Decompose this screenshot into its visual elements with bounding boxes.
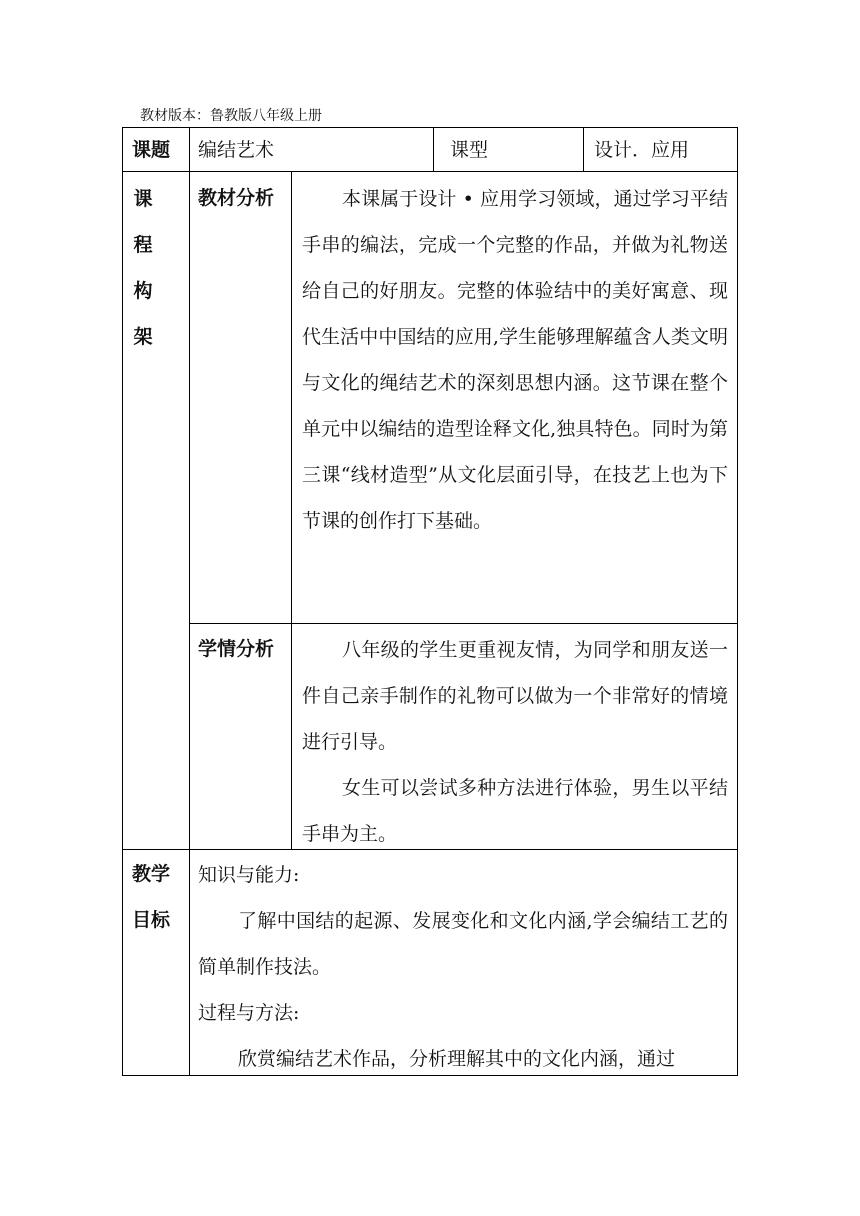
edition-label: 教材版本：鲁教版八年级上册	[140, 108, 322, 124]
table-rule-col2	[291, 171, 292, 850]
process-heading: 过程与方法:	[198, 1002, 300, 1024]
goals-label-line1: 教学	[132, 863, 171, 885]
topic-label: 课题	[132, 139, 171, 161]
material-analysis-paragraph: 本课属于设计 • 应用学习领域，通过学习平结手串的编法，完成一个完整的作品，并做为礼物送给自己的好朋友。完整的体验结中的美好寓意、现代生活中中国结的应用,学生能够理解蕴含人类文明与文化的绳结艺术的深刻思想内涵。这节课在整个单元中以编结的造型诠释文化,独具特色。同时为第三课“线材造型”从文化层面引导，在技艺上也为下节课的创作打下基础。	[302, 188, 728, 532]
student-analysis-paragraph-1: 八年级的学生更重视友情，为同学和朋友送一件自己亲手制作的礼物可以做为一个非常好的情境进行引导。	[302, 639, 728, 753]
framework-label-char: 程	[133, 234, 153, 256]
knowledge-heading: 知识与能力:	[198, 864, 300, 886]
framework-label-char: 课	[133, 188, 153, 210]
table-rule-material	[189, 623, 738, 624]
type-label: 课型	[450, 139, 489, 161]
table-rule-col1	[189, 127, 190, 1076]
student-analysis-label: 学情分析	[198, 638, 275, 660]
goals-text	[198, 852, 728, 1082]
knowledge-text: 了解中国结的起源、发展变化和文化内涵,学会编结工艺的简单制作技法。	[198, 910, 728, 978]
process-text: 欣赏编结艺术作品，分析理解其中的文化内涵，通过	[238, 1048, 676, 1070]
framework-label-char: 构	[133, 280, 153, 302]
material-analysis-text	[302, 176, 728, 544]
student-analysis-text	[302, 627, 728, 857]
framework-label	[131, 176, 155, 360]
type-value: 设计．应用	[594, 139, 690, 161]
topic-value: 编结艺术	[198, 139, 275, 161]
framework-label-char: 架	[133, 326, 153, 348]
table-border-top	[122, 127, 738, 128]
goals-label-line2: 目标	[132, 909, 171, 931]
table-rule-header-b	[583, 127, 584, 171]
table-border-left	[122, 127, 123, 1076]
table-rule-header	[122, 171, 738, 172]
student-analysis-paragraph-2: 女生可以尝试多种方法进行体验，男生以平结手串为主。	[302, 777, 728, 845]
material-analysis-label: 教材分析	[198, 187, 275, 209]
table-border-right	[737, 127, 738, 1076]
table-rule-header-a	[433, 127, 434, 171]
